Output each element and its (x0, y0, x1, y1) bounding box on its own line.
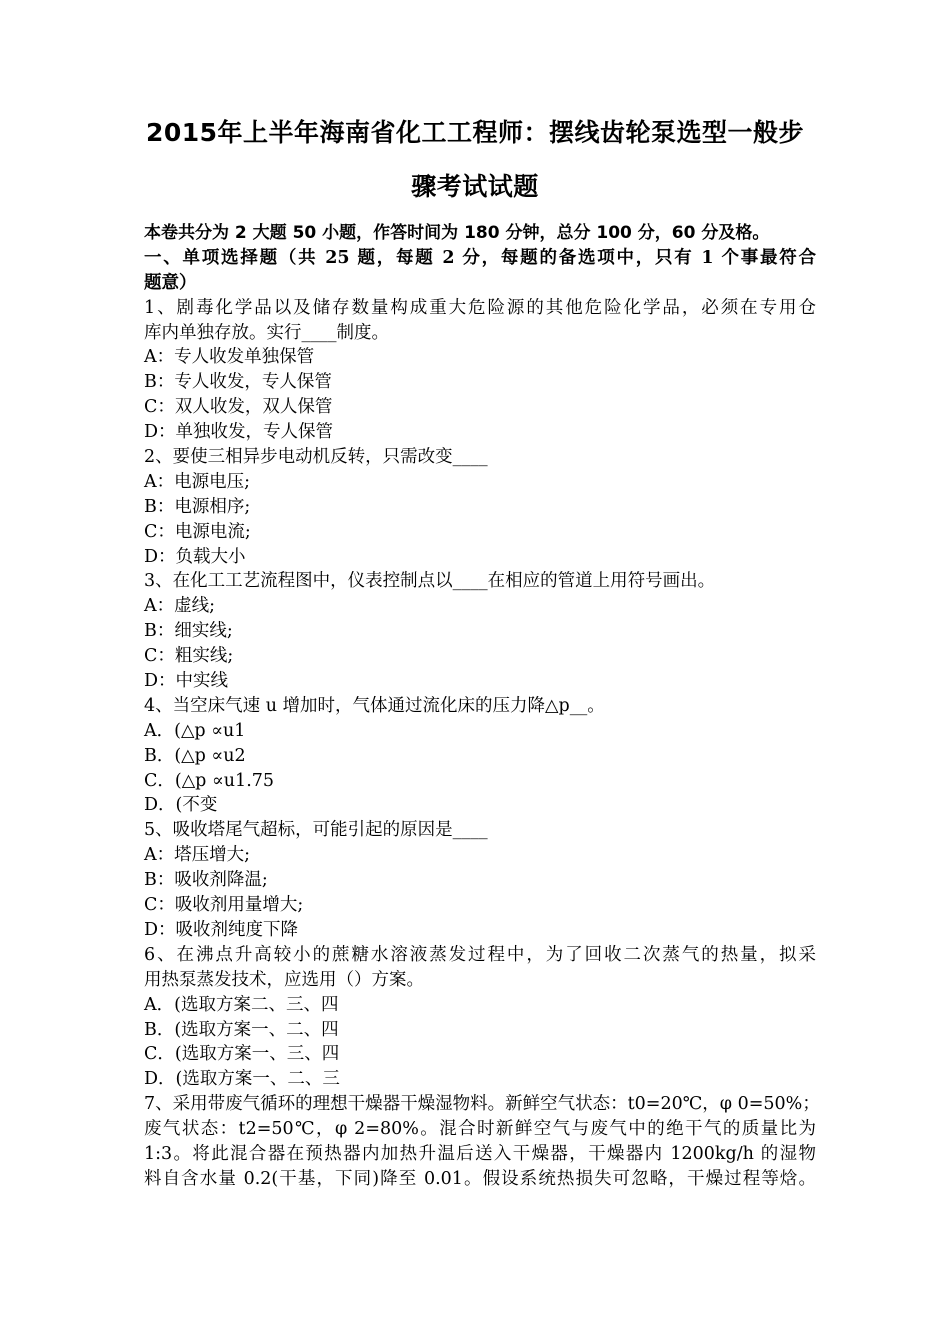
answer-option: A：专人收发单独保管 (144, 347, 315, 368)
answer-option: C．(△p ∝u1.75 (144, 770, 275, 791)
question-stem: 2、要使三相异步电动机反转，只需改变____ (144, 447, 488, 468)
answer-option: B．(△p ∝u2 (144, 745, 246, 766)
answer-option: D．(选取方案一、二、三 (144, 1069, 340, 1090)
answer-option: B：电源相序; (144, 496, 251, 517)
answer-option: D：负载大小 (144, 546, 246, 567)
answer-option: D．(不变 (144, 795, 218, 816)
answer-option: D：单独收发，专人保管 (144, 422, 334, 443)
question-stem: 库内单独存放。实行____制度。 (144, 322, 389, 343)
answer-option: A．(选取方案二、三、四 (144, 994, 339, 1015)
question-stem: 1、剧毒化学品以及储存数量构成重大危险源的其他危险化学品，必须在专用仓 (144, 297, 816, 318)
question-stem: 4、当空床气速 u 增加时，气体通过流化床的压力降△p__。 (144, 695, 605, 716)
answer-option: A：电源电压; (144, 471, 251, 492)
answer-option: C．(选取方案一、三、四 (144, 1044, 340, 1065)
answer-option: B：吸收剂降温; (144, 870, 268, 891)
exam-intro: 本卷共分为 2 大题 50 小题，作答时间为 180 分钟，总分 100 分，60 分及格。 (144, 223, 770, 243)
document-body (144, 221, 820, 1192)
question-stem: 5、吸收塔尾气超标，可能引起的原因是____ (144, 820, 488, 841)
document-title-line-2: 骤考试试题 (411, 172, 539, 201)
question-stem: 料自含水量 0.2(干基，下同)降至 0.01。假设系统热损失可忽略，干燥过程等焓。 (144, 1168, 816, 1189)
question-stem: 废气状态：t2=50℃，φ 2=80%。混合时新鲜空气与废气中的绝干气的质量比为 (144, 1119, 816, 1140)
section-heading-line-1: 一、单项选择题（共 25 题，每题 2 分，每题的备选项中，只有 1 个事最符合 (144, 247, 816, 268)
answer-option: A：塔压增大; (144, 845, 251, 866)
answer-option: C：粗实线; (144, 646, 234, 667)
question-stem: 1:3。将此混合器在预热器内加热升温后送入干燥器，干燥器内 1200kg/h 的湿物 (144, 1143, 816, 1164)
answer-option: B．(选取方案一、二、四 (144, 1019, 339, 1040)
section-heading-line-2: 题意） (144, 272, 197, 293)
question-stem: 用热泵蒸发技术，应选用（）方案。 (144, 969, 424, 990)
question-stem: 6、在沸点升高较小的蔗糖水溶液蒸发过程中，为了回收二次蒸气的热量，拟采 (144, 944, 816, 965)
document-title-line-1: 2015年上半年海南省化工工程师：摆线齿轮泵选型一般步 (145, 118, 805, 147)
answer-option: A．(△p ∝u1 (144, 720, 246, 741)
answer-option: C：电源电流; (144, 521, 251, 542)
answer-option: D：吸收剂纯度下降 (144, 919, 299, 940)
question-stem: 3、在化工工艺流程图中，仪表控制点以____在相应的管道上用符号画出。 (144, 571, 716, 592)
answer-option: C：双人收发，双人保管 (144, 397, 333, 418)
answer-option: A：虚线; (144, 596, 216, 617)
answer-option: D：中实线 (144, 671, 229, 692)
question-stem: 7、采用带废气循环的理想干燥器干燥湿物料。新鲜空气状态：t0=20℃，φ 0=50%； (144, 1094, 820, 1115)
answer-option: C：吸收剂用量增大; (144, 895, 304, 916)
answer-option: B：细实线; (144, 621, 233, 642)
answer-option: B：专人收发，专人保管 (144, 372, 332, 393)
